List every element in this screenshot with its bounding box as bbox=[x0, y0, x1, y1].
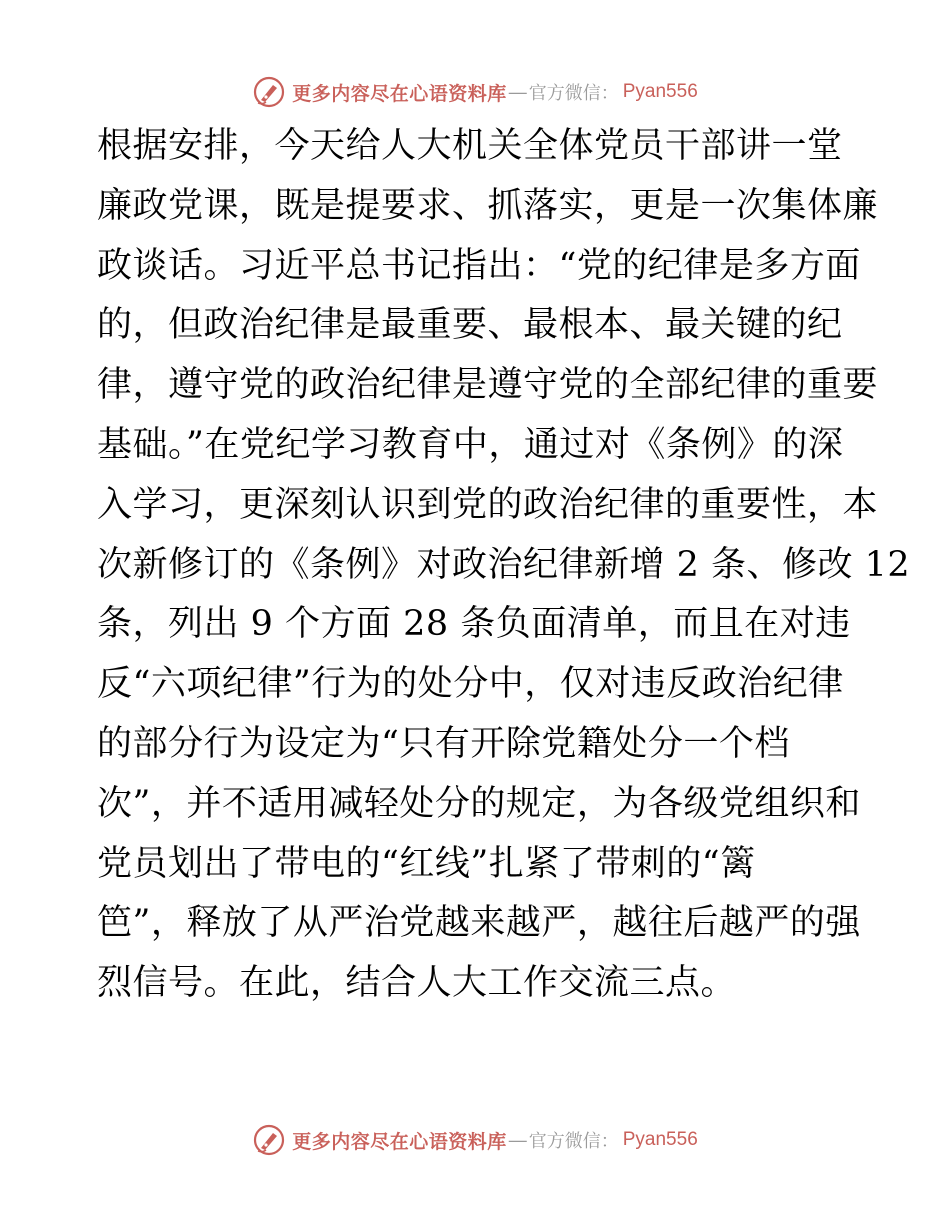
text-line: 的，但政治纪律是最重要、最根本、最关键的纪 bbox=[97, 305, 843, 346]
watermark-title: 更多内容尽在心语资料库 bbox=[292, 82, 507, 105]
text-line: 次新修订的《条例》对政治纪律新增 2 条、修改 12 bbox=[97, 544, 911, 585]
text-line: 入学习，更深刻认识到党的政治纪律的重要性，本 bbox=[97, 484, 879, 525]
watermark-wechat-id: Pyan556 bbox=[622, 1129, 698, 1150]
watermark-dash: — bbox=[508, 81, 527, 102]
text-line: 次”，并不适用减轻处分的规定，为各级党组织和 bbox=[97, 783, 861, 824]
text-line: 笆”，释放了从严治党越来越严，越往后越严的强 bbox=[97, 903, 861, 944]
text-line: 党员划出了带电的“红线”扎紧了带刺的“篱 bbox=[97, 843, 756, 884]
watermark-wechat-label: 官方微信： bbox=[528, 83, 619, 104]
text-line: 烈信号。在此，结合人大工作交流三点。 bbox=[97, 963, 737, 1004]
text-line: 政谈话。习近平总书记指出：“党的纪律是多方面 bbox=[97, 245, 861, 286]
watermark-wechat-id: Pyan556 bbox=[622, 81, 698, 102]
text-line: 廉政党课，既是提要求、抓落实，更是一次集体廉 bbox=[97, 185, 879, 226]
header-watermark bbox=[0, 72, 950, 112]
pen-nib-logo-icon bbox=[252, 75, 286, 109]
footer-watermark bbox=[0, 1120, 950, 1160]
text-line: 的部分行为设定为“只有开除党籍处分一个档 bbox=[97, 723, 790, 764]
pen-nib-logo-icon bbox=[252, 1123, 286, 1157]
text-line: 条，列出 9 个方面 28 条负面清单，而且在对违 bbox=[97, 604, 851, 645]
watermark-dash: — bbox=[508, 1129, 527, 1150]
text-line: 反“六项纪律”行为的处分中，仅对违反政治纪律 bbox=[97, 664, 844, 705]
text-line: 律，遵守党的政治纪律是遵守党的全部纪律的重要 bbox=[97, 365, 879, 406]
text-line: 基础。”在党纪学习教育中，通过对《条例》的深 bbox=[97, 424, 844, 465]
watermark-wechat-label: 官方微信： bbox=[528, 1131, 619, 1152]
text-line: 根据安排，今天给人大机关全体党员干部讲一堂 bbox=[97, 126, 843, 166]
watermark-title: 更多内容尽在心语资料库 bbox=[292, 1130, 507, 1153]
document-body bbox=[97, 117, 911, 1014]
